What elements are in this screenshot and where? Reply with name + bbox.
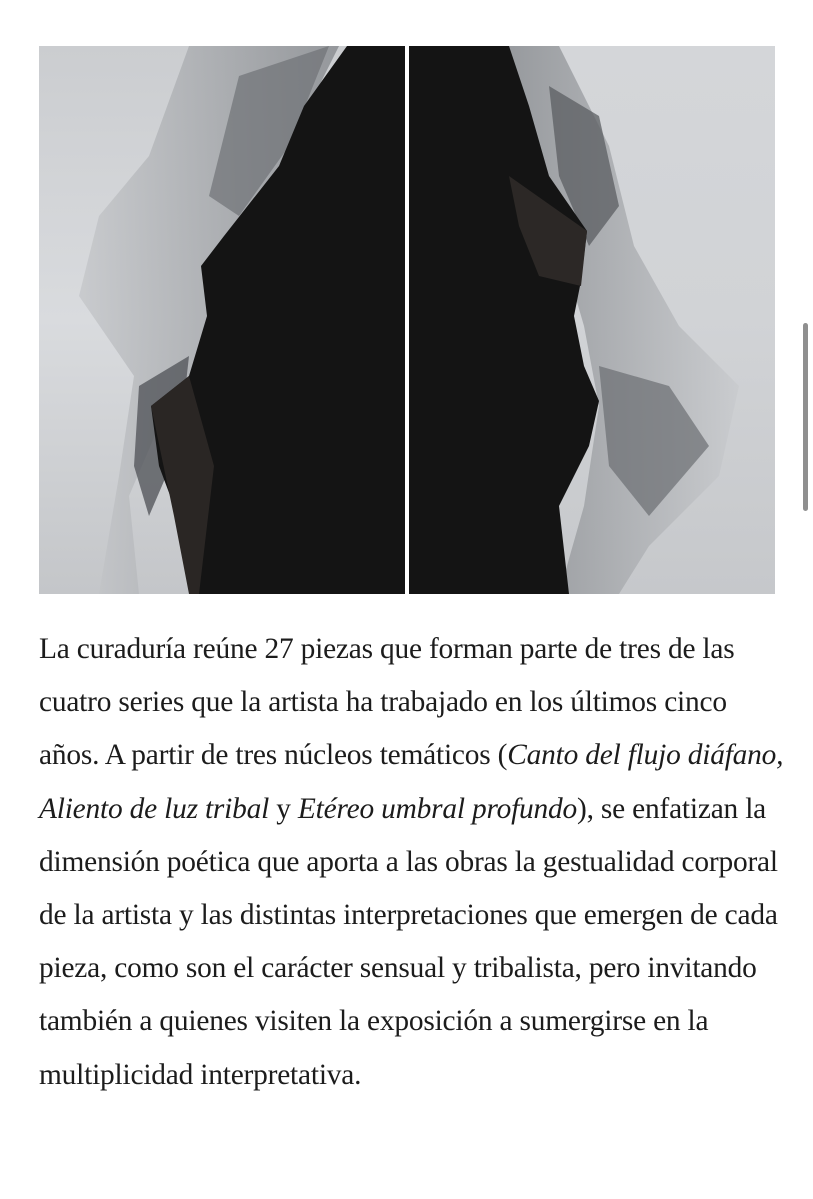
artwork-diptych [39, 46, 775, 594]
paragraph-text-intro: La curaduría reúne 27 piezas que forman parte de tres de las cuatro series que la artista ha trabajado en los últimos cinco años. A partir de tres núcleos temáticos ( [39, 633, 735, 772]
paragraph-text-outro: ), se enfatizan la dimensión poética que aporta a las obras la gestualidad corporal de la artista y las distintas interpretaciones que emergen de cada pieza, como son el carácter sensual y tribalista, pero invitando también a quienes visiten la exposición a sumergirse en la multiplicidad interpretativa. [39, 792, 778, 1091]
exhibition-title-2: Etéreo umbral profundo [297, 792, 578, 825]
vertical-scrollbar[interactable] [803, 0, 808, 1199]
mountain-photo-left [39, 46, 405, 594]
mountain-photo-right [409, 46, 775, 594]
exhibition-title-1: Canto del flujo diáfano, Aliento de luz tribal [39, 739, 784, 825]
article-paragraph [39, 623, 784, 1102]
paragraph-connector: y [269, 792, 298, 825]
scrollbar-thumb[interactable] [803, 323, 808, 511]
